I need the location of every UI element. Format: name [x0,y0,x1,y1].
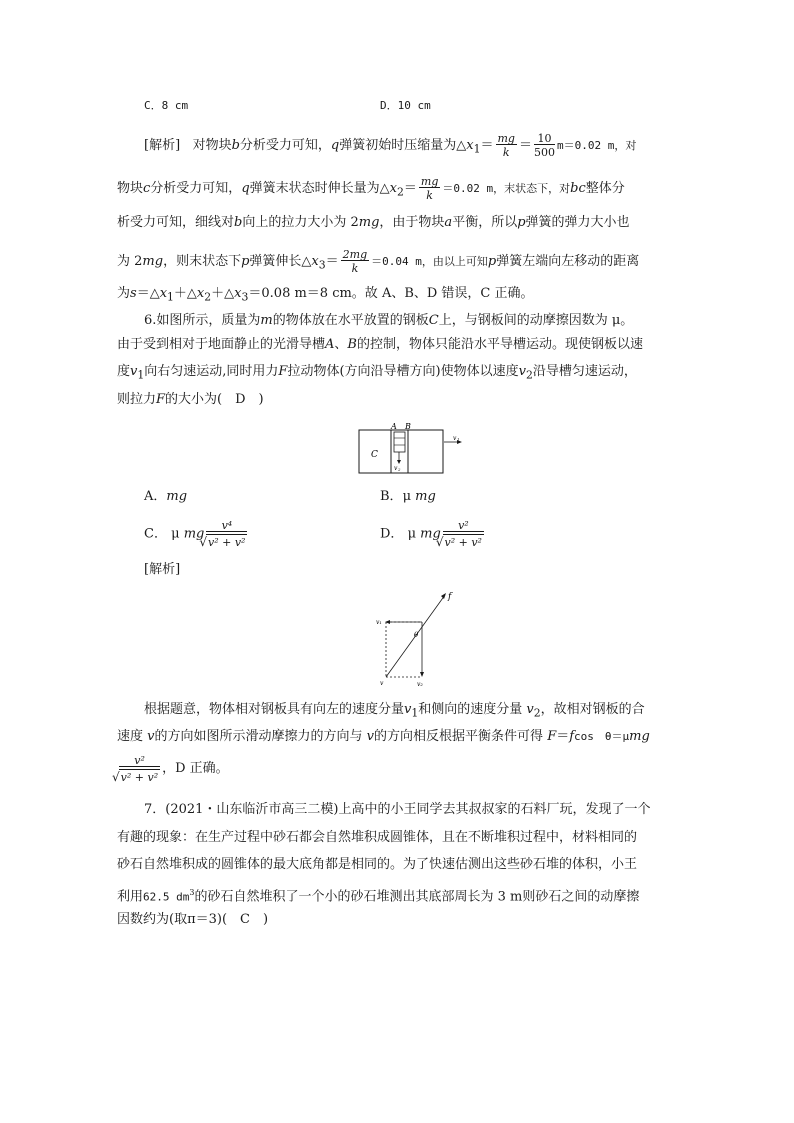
q6-stem-line-4: 则拉力F的大小为( D ) [117,392,264,407]
q6-option-a: A．mg [144,489,188,504]
fraction-option-c: v⁴ √ v² + v² [206,520,247,548]
q6-option-d: D． μ mg v² √ v² + v² [380,520,486,549]
q6-figure-velocity-diagram [374,590,460,688]
label-c: C [371,450,378,460]
label-v: v [380,680,384,687]
q6-stem-line-2: 由于受到相对于地面静止的光滑导槽A、B的控制，物体只能沿水平导槽运动。现使钢板以速 [117,337,643,352]
label-theta: θ [414,631,419,639]
label-v1: v₁ [376,619,382,626]
q6-analysis-tag: [解析] [144,562,181,577]
svg-text:1: 1 [457,437,460,442]
q7-stem-line-4: 利用62.5 $dm^3$的砂石自然堆积了一个小的砂石堆测出其底部周长为 3 m则砂石之间的动摩擦 [117,888,640,905]
q5-analysis-line-5: 为$s=\triangle x_1+\triangle x_2+\triangle x_3=0.08$ m＝8 cm。故 A、B、D 错误，C 正确。 [117,286,534,304]
q7-stem-line-1: 7．(2021・山东临沂市高三二模)上高中的小王同学去其叔叔家的石料厂玩，发现了一个 [144,802,651,817]
q5-analysis-line-1: [解析] 对物块b分析受力可知，q弹簧初始时压缩量为$\triangle x_1=$ $\frac{mg}{k}$ ＝ $\frac{10}{500}$ m＝0.02 m，对 [144,132,637,159]
q6-stem-line-3: 度$v_1$向右匀速运动,同时用力F拉动物体(方向沿导槽方向)使物体以速度$v_2$沿导槽匀速运动， [117,364,637,382]
fraction-10-over-500: $\frac{10}{500}$ [534,132,555,159]
label-v1: v [453,435,457,442]
label-v2: v₂ [417,681,423,688]
q6-explanation-line-3: v² √ v² + v² ，D 正确。 [117,752,229,786]
q5-analysis-line-3: 析受力可知，细线对b向上的拉力大小为 2mg，由于物块a平衡，所以p弹簧的弹力大小也 [117,215,630,230]
analysis-tag: [解析] [144,138,181,153]
label-v2: v [394,465,398,472]
fraction-2mg-over-k: $\frac{2mg}{k}$ [342,248,368,275]
q6-explanation-line-2: 速度 v的方向如图所示滑动摩擦力的方向与 v的方向相反根据平衡条件可得 F＝fcos θ＝μmg [117,729,650,744]
q5-analysis-line-2: 物块c分析受力可知，q弹簧末状态时伸长量为$\triangle x_2=$ $\frac{mg}{k}$ ＝0.02 m，末状态下，对bc整体分 [117,175,625,202]
q6-stem-line-1: 6.如图所示，质量为m的物体放在水平放置的钢板C上，与钢板间的动摩擦因数为 μ。 [144,313,634,328]
q7-stem-line-3: 砂石自然堆积成的圆锥体的最大底角都是相同的。为了快速估测出这些砂石堆的体积，小王 [117,857,638,872]
q6-option-c: C． μ mg v⁴ √ v² + v² [144,520,249,549]
q7-stem-line-2: 有趣的现象：在生产过程中砂石都会自然堆积成圆锥体，且在不断堆积过程中，材料相同的 [117,830,638,845]
label-b: B [405,422,411,431]
q7-stem-line-5: 因数约为(取π＝3)( C ) [117,912,269,927]
q5-option-c: C．8 cm [144,99,189,112]
svg-text:2: 2 [398,467,401,472]
label-f: f [448,592,452,602]
fraction-mg-over-k: $\frac{mg}{k}$ [497,132,515,159]
q5-analysis-line-4: 为 2mg，则末状态下p弹簧伸长$\triangle x_3=$ $\frac{2mg}{k}$ ＝0.04 m，由以上可知p弹簧左端向左移动的距离 [117,248,640,275]
q6-option-b: B．μ mg [380,489,436,504]
label-a: A [391,422,397,431]
fraction-option-d: v² √ v² + v² [443,520,484,548]
fraction-mg-over-k: $\frac{mg}{k}$ [420,175,439,202]
q6-explanation-line-1: 根据题意，物体相对钢板具有向左的速度分量$v_1$和侧向的速度分量 $v_2$，故相对钢板的合 [144,702,645,720]
q6-figure-steel-plate [358,422,464,474]
q5-option-d: D．10 cm [380,99,431,112]
fraction-answer: v² √ v² + v² [119,755,160,783]
